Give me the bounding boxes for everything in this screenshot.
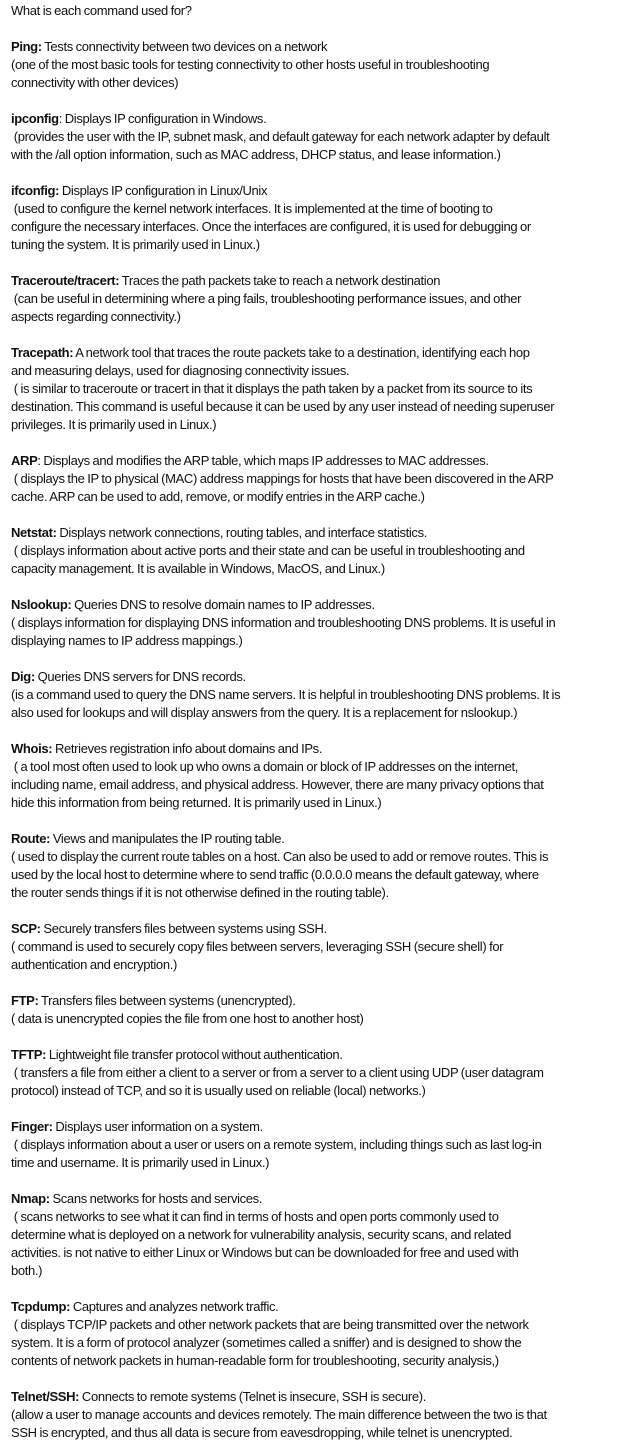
command-detail-line: system. It is a form of protocol analyzer (sometimes called a sniffer) and is designed to show the <box>11 1335 522 1350</box>
command-summary: Securely transfers files between systems using SSH. <box>40 921 327 936</box>
command-detail-line: protocol) instead of TCP, and so it is usually used on reliable (local) networks.) <box>11 1083 426 1098</box>
command-detail-line: cache. ARP can be used to add, remove, or modify entries in the ARP cache.) <box>11 489 425 504</box>
command-summary-line <box>11 992 632 1010</box>
command-entry <box>11 1118 632 1172</box>
command-summary-line <box>11 596 632 614</box>
command-detail-line: used by the local host to determine where to send traffic (0.0.0.0 means the default gateway, where <box>11 867 539 882</box>
command-detail-line: authentication and encryption.) <box>11 957 177 972</box>
command-name: Telnet/SSH: <box>11 1389 80 1404</box>
command-entry <box>11 1298 632 1370</box>
command-entry <box>11 668 632 722</box>
command-name: Whois: <box>11 741 53 756</box>
command-summary-line <box>11 830 632 848</box>
command-detail-line: configure the necessary interfaces. Once the interfaces are configured, it is used for debugging or <box>11 219 531 234</box>
command-summary: Lightweight file transfer protocol without authentication. <box>46 1047 343 1062</box>
command-entry <box>11 272 632 326</box>
command-detail-line: and measuring delays, used for diagnosing connectivity issues. <box>11 363 350 378</box>
command-summary: : Displays and modifies the ARP table, which maps IP addresses to MAC addresses. <box>37 453 489 468</box>
command-detail-line: ( displays TCP/IP packets and other network packets that are being transmitted over the network <box>11 1317 529 1332</box>
command-detail-line: ( a tool most often used to look up who owns a domain or block of IP addresses on the internet, <box>11 759 519 774</box>
command-name: ifconfig: <box>11 183 60 198</box>
command-name: Netstat: <box>11 525 57 540</box>
command-detail-line: both.) <box>11 1263 43 1278</box>
command-summary: Scans networks for hosts and services. <box>49 1191 263 1206</box>
document-title: What is each command used for? <box>11 3 192 18</box>
command-summary-line <box>11 524 632 542</box>
command-detail-line: SSH is encrypted, and thus all data is secure from eavesdropping, while telnet is unencrypted. <box>11 1425 513 1440</box>
command-summary: Views and manipulates the IP routing table. <box>50 831 285 846</box>
command-name: Nmap: <box>11 1191 50 1206</box>
command-detail-line: ( displays the IP to physical (MAC) address mappings for hosts that have been discovered in the ARP <box>11 471 554 486</box>
command-name: ipconfig <box>11 111 59 126</box>
command-summary: A network tool that traces the route packets take to a destination, identifying each hop <box>73 345 530 360</box>
command-summary-line <box>11 740 632 758</box>
command-name: FTP: <box>11 993 39 1008</box>
command-detail-line: ( scans networks to see what it can find in terms of hosts and open ports commonly used to <box>11 1209 499 1224</box>
command-summary: Displays network connections, routing tables, and interface statistics. <box>56 525 427 540</box>
command-detail-line: ( displays information about a user or users on a remote system, including things such as last log-in <box>11 1137 542 1152</box>
command-detail-line: (can be useful in determining where a ping fails, troubleshooting performance issues, and other <box>11 291 522 306</box>
command-detail-line: ( is similar to traceroute or tracert in that it displays the path taken by a packet from its source to its <box>11 381 533 396</box>
command-detail-line: capacity management. It is available in Windows, MacOS, and Linux.) <box>11 561 385 576</box>
command-entry <box>11 992 632 1028</box>
command-detail-line: ( transfers a file from either a client to a server or from a server to a client using UDP (user datagram <box>11 1065 544 1080</box>
command-detail-line: time and username. It is primarily used in Linux.) <box>11 1155 270 1170</box>
command-detail-line: activities. is not native to either Linux or Windows but can be downloaded for free and used with <box>11 1245 519 1260</box>
command-detail-line: (used to configure the kernel network interfaces. It is implemented at the time of booting to <box>11 201 493 216</box>
command-name: Dig: <box>11 669 35 684</box>
command-summary-line <box>11 452 632 470</box>
command-detail-line: the router sends things if it is not otherwise defined in the routing table). <box>11 885 389 900</box>
command-summary: Tests connectivity between two devices on a network <box>41 39 328 54</box>
command-summary-line <box>11 110 632 128</box>
command-detail-line: (one of the most basic tools for testing connectivity to other hosts useful in troubleshooting <box>11 57 490 72</box>
command-entry <box>11 182 632 254</box>
command-entry <box>11 830 632 902</box>
command-summary: Displays IP configuration in Linux/Unix <box>59 183 268 198</box>
command-detail-line: ( used to display the current route tables on a host. Can also be used to add or remove routes. This is <box>11 849 549 864</box>
command-detail-line: privileges. It is primarily used in Linux.) <box>11 417 217 432</box>
command-summary-line <box>11 344 632 362</box>
command-entry <box>11 740 632 812</box>
command-name: Ping: <box>11 39 42 54</box>
command-detail-line: contents of network packets in human-readable form for troubleshooting, security analysis,) <box>11 1353 499 1368</box>
command-detail-line: also used for lookups and will display answers from the query. It is a replacement for nslookup.) <box>11 705 518 720</box>
command-entry <box>11 1190 632 1280</box>
command-detail-line: aspects regarding connectivity.) <box>11 309 181 324</box>
command-detail-line: connectivity with other devices) <box>11 75 179 90</box>
command-summary-line <box>11 1388 632 1406</box>
command-detail-line: destination. This command is useful because it can be used by any user instead of needing superuser <box>11 399 555 414</box>
command-entry <box>11 452 632 506</box>
command-summary: Transfers files between systems (unencrypted). <box>38 993 296 1008</box>
command-summary-line <box>11 38 632 56</box>
command-summary: Queries DNS servers for DNS records. <box>34 669 246 684</box>
command-summary: : Displays IP configuration in Windows. <box>58 111 267 126</box>
command-detail-line: ( command is used to securely copy files between servers, leveraging SSH (secure shell) for <box>11 939 504 954</box>
command-entry <box>11 1388 632 1442</box>
command-detail-line: including name, email address, and physical address. However, there are many privacy options that <box>11 777 544 792</box>
command-detail-line: ( displays information for displaying DNS information and troubleshooting DNS problems. It is useful in <box>11 615 556 630</box>
command-entry <box>11 344 632 434</box>
command-detail-line: (is a command used to query the DNS name servers. It is helpful in troubleshooting DNS problems. It is <box>11 687 561 702</box>
command-summary: Captures and analyzes network traffic. <box>70 1299 279 1314</box>
command-entry <box>11 1046 632 1100</box>
command-summary-line <box>11 920 632 938</box>
command-detail-line: (provides the user with the IP, subnet mask, and default gateway for each network adapter by default <box>11 129 550 144</box>
command-detail-line: ( displays information about active ports and their state and can be useful in troubleshooting and <box>11 543 525 558</box>
command-detail-line: displaying names to IP address mappings.) <box>11 633 243 648</box>
command-detail-line: tuning the system. It is primarily used in Linux.) <box>11 237 260 252</box>
command-entry <box>11 596 632 650</box>
command-detail-line: determine what is deployed on a network for vulnerability analysis, security scans, and related <box>11 1227 512 1242</box>
command-name: Tcpdump: <box>11 1299 71 1314</box>
command-summary: Queries DNS to resolve domain names to IP addresses. <box>71 597 375 612</box>
command-summary-line <box>11 1118 632 1136</box>
command-summary-line <box>11 1190 632 1208</box>
command-name: TFTP: <box>11 1047 47 1062</box>
command-name: SCP: <box>11 921 41 936</box>
command-name: Finger: <box>11 1119 53 1134</box>
command-summary-line <box>11 272 632 290</box>
command-name: Tracepath: <box>11 345 74 360</box>
command-detail-line: with the /all option information, such as MAC address, DHCP status, and lease information.) <box>11 147 501 162</box>
command-summary: Retrieves registration info about domains and IPs. <box>52 741 323 756</box>
command-summary-line <box>11 1046 632 1064</box>
command-entry <box>11 524 632 578</box>
command-entry <box>11 920 632 974</box>
command-list <box>11 38 632 1442</box>
command-summary: Traces the path packets take to reach a network destination <box>119 273 441 288</box>
command-detail-line: ( data is unencrypted copies the file from one host to another host) <box>11 1011 364 1026</box>
command-summary-line <box>11 668 632 686</box>
command-summary-line <box>11 182 632 200</box>
command-summary-line <box>11 1298 632 1316</box>
command-name: Nslookup: <box>11 597 72 612</box>
command-entry <box>11 38 632 92</box>
command-detail-line: hide this information from being returned. It is primarily used in Linux.) <box>11 795 382 810</box>
command-entry <box>11 110 632 164</box>
command-name: ARP <box>11 453 38 468</box>
command-summary: Displays user information on a system. <box>52 1119 263 1134</box>
command-detail-line: (allow a user to manage accounts and devices remotely. The main difference between the two is that <box>11 1407 547 1422</box>
command-name: Route: <box>11 831 51 846</box>
command-name: Traceroute/tracert: <box>11 273 120 288</box>
command-summary: Connects to remote systems (Telnet is insecure, SSH is secure). <box>79 1389 426 1404</box>
